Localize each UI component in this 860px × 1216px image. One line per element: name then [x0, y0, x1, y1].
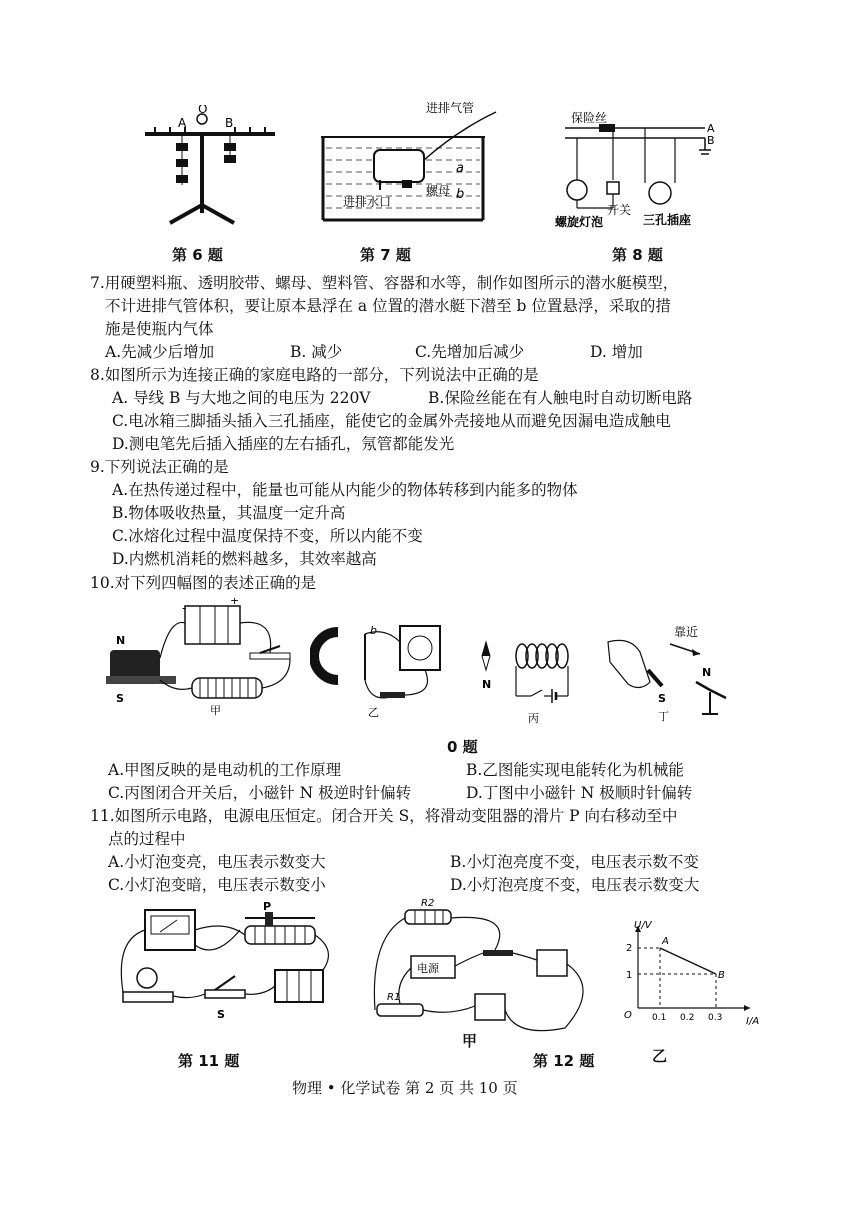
graph-point-a: A [662, 936, 669, 947]
q7-stem-line2: 不计进排气管体积，要让原本悬浮在 a 位置的潜水艇下潜至 b 位置悬浮，采取的措 [105, 297, 671, 315]
q7-option-a: A.先减少后增加 [105, 343, 215, 361]
fig12-power-label: 电源 [417, 962, 439, 975]
fig11-circuit [105, 900, 345, 1028]
q10-fig-yi [310, 622, 460, 717]
q9-option-a: A.在热传递过程中，能量也可能从内能少的物体转移到内能多的物体 [112, 481, 578, 499]
graph-origin: O [624, 1010, 632, 1021]
fig6-label-b: B [225, 116, 234, 130]
q11-option-a: A.小灯泡变亮，电压表示数变大 [108, 853, 326, 871]
fig8-household-circuit [555, 108, 725, 238]
fig7-b-label: b [456, 187, 465, 202]
fig7-nut-label: 螺母 [426, 184, 451, 198]
graph-ylabel: U/V [634, 920, 652, 931]
q11-stem-line2: 点的过程中 [108, 830, 186, 848]
fig7-caption: 第 7 题 [360, 246, 411, 264]
graph-x1: 0.1 [652, 1013, 667, 1023]
fig8-socket-label: 三孔插座 [643, 213, 692, 227]
fig11-caption: 第 11 题 [178, 1052, 240, 1070]
q10-option-d: D.丁图中小磁针 N 极顺时针偏转 [466, 784, 693, 802]
q8-option-c: C.电冰箱三脚插头插入三孔插座，能使它的金属外壳接地从而避免因漏电造成触电 [112, 412, 671, 430]
graph-xlabel: I/A [746, 1016, 760, 1027]
q10-figure-caption: 0 题 [447, 738, 478, 756]
fig8-caption: 第 8 题 [612, 246, 663, 264]
graph-point-b: B [718, 970, 725, 981]
q11-option-b: B.小灯泡亮度不变，电压表示数不变 [450, 853, 699, 871]
q8-option-a: A. 导线 B 与大地之间的电压为 220V [112, 389, 371, 407]
fig12-jia-label: 甲 [462, 1032, 478, 1050]
q8-option-b: B.保险丝能在有人触电时自动切断电路 [428, 389, 693, 407]
fig12-caption: 第 12 题 [533, 1052, 595, 1070]
q9-stem: 9.下列说法正确的是 [90, 458, 229, 476]
fig6-label-o: O [198, 105, 208, 116]
graph-y1: 1 [626, 970, 633, 981]
q9-option-c: C.冰熔化过程中温度保持不变，所以内能不变 [112, 527, 423, 545]
fig7-submarine-diagram [318, 100, 498, 235]
q10-jia-s: S [116, 692, 124, 705]
q10-jia-minus: - [182, 601, 187, 615]
q9-option-b: B.物体吸收热量，其温度一定升高 [112, 504, 346, 522]
fig6-label-a: A [178, 116, 187, 130]
q10-fig-jia [100, 598, 300, 718]
fig12-graph [610, 918, 760, 1036]
q10-bing-n: N [482, 678, 492, 691]
fig8-wire-b: B [707, 134, 715, 147]
fig12-r1-label: R1 [387, 992, 401, 1003]
q10-ding-n: N [702, 666, 712, 679]
fig11-s-label: S [217, 1008, 225, 1021]
q10-label-ding: 丁 [658, 710, 669, 722]
q10-yi-b: b [370, 624, 377, 637]
q10-fig-bing [476, 636, 596, 726]
fig8-wire-a: A [707, 122, 715, 135]
q8-stem: 8.如图所示为连接正确的家庭电路的一部分，下列说法中正确的是 [90, 366, 539, 384]
fig8-switch-label: 开关 [607, 203, 632, 217]
fig12-yi-label: 乙 [652, 1047, 668, 1065]
q7-stem-line3: 施是使瓶内气体 [105, 320, 214, 338]
q10-label-bing: 丙 [528, 712, 539, 725]
q9-option-d: D.内燃机消耗的燃料越多，其效率越高 [112, 550, 377, 568]
fig12-circuit [365, 898, 605, 1048]
q7-option-b: B. 减少 [290, 343, 343, 361]
q10-stem: 10.对下列四幅图的表述正确的是 [90, 574, 317, 592]
graph-y2: 2 [626, 943, 633, 954]
q7-option-c: C.先增加后减少 [415, 343, 525, 361]
page-footer: 物理 • 化学试卷 第 2 页 共 10 页 [292, 1079, 518, 1097]
q10-fig-ding [600, 622, 750, 722]
q11-option-d: D.小灯泡亮度不变，电压表示数变大 [450, 876, 700, 894]
q11-stem-line1: 11.如图所示电路，电源电压恒定。闭合开关 S，将滑动变阻器的滑片 P 向右移动至中 [90, 807, 678, 825]
fig7-pipe-label: 进排气管 [426, 101, 475, 115]
fig12-r2-label: R2 [421, 898, 435, 909]
q7-option-d: D. 增加 [590, 343, 643, 361]
q10-option-c: C.丙图闭合开关后，小磁针 N 极逆时针偏转 [108, 784, 412, 802]
graph-x2: 0.2 [680, 1013, 695, 1023]
q10-ding-s: S [658, 692, 666, 705]
q10-ding-kaojin: 靠近 [674, 625, 699, 639]
fig7-a-label: a [456, 161, 464, 176]
fig8-bulb-label: 螺旋灯泡 [555, 215, 604, 229]
q8-option-d: D.测电笔先后插入插座的左右插孔，氖管都能发光 [112, 435, 455, 453]
q10-label-jia: 甲 [210, 704, 221, 717]
fig7-inlet-label: 进排水口 [343, 195, 392, 209]
q7-stem-line1: 7.用硬塑料瓶、透明胶带、螺母、塑料管、容器和水等，制作如图所示的潜水艇模型， [90, 274, 679, 292]
q10-option-a: A.甲图反映的是电动机的工作原理 [108, 761, 342, 779]
q10-label-yi: 乙 [368, 706, 379, 717]
q11-option-c: C.小灯泡变暗，电压表示数变小 [108, 876, 326, 894]
q10-jia-plus: + [230, 598, 240, 607]
fig11-p-label: P [263, 900, 272, 913]
fig6-balance-diagram [140, 105, 280, 230]
q10-jia-n: N [116, 634, 126, 647]
q10-option-b: B.乙图能实现电能转化为机械能 [466, 761, 684, 779]
fig8-fuse-label: 保险丝 [571, 111, 608, 125]
graph-x3: 0.3 [708, 1013, 723, 1023]
fig6-caption: 第 6 题 [172, 246, 223, 264]
